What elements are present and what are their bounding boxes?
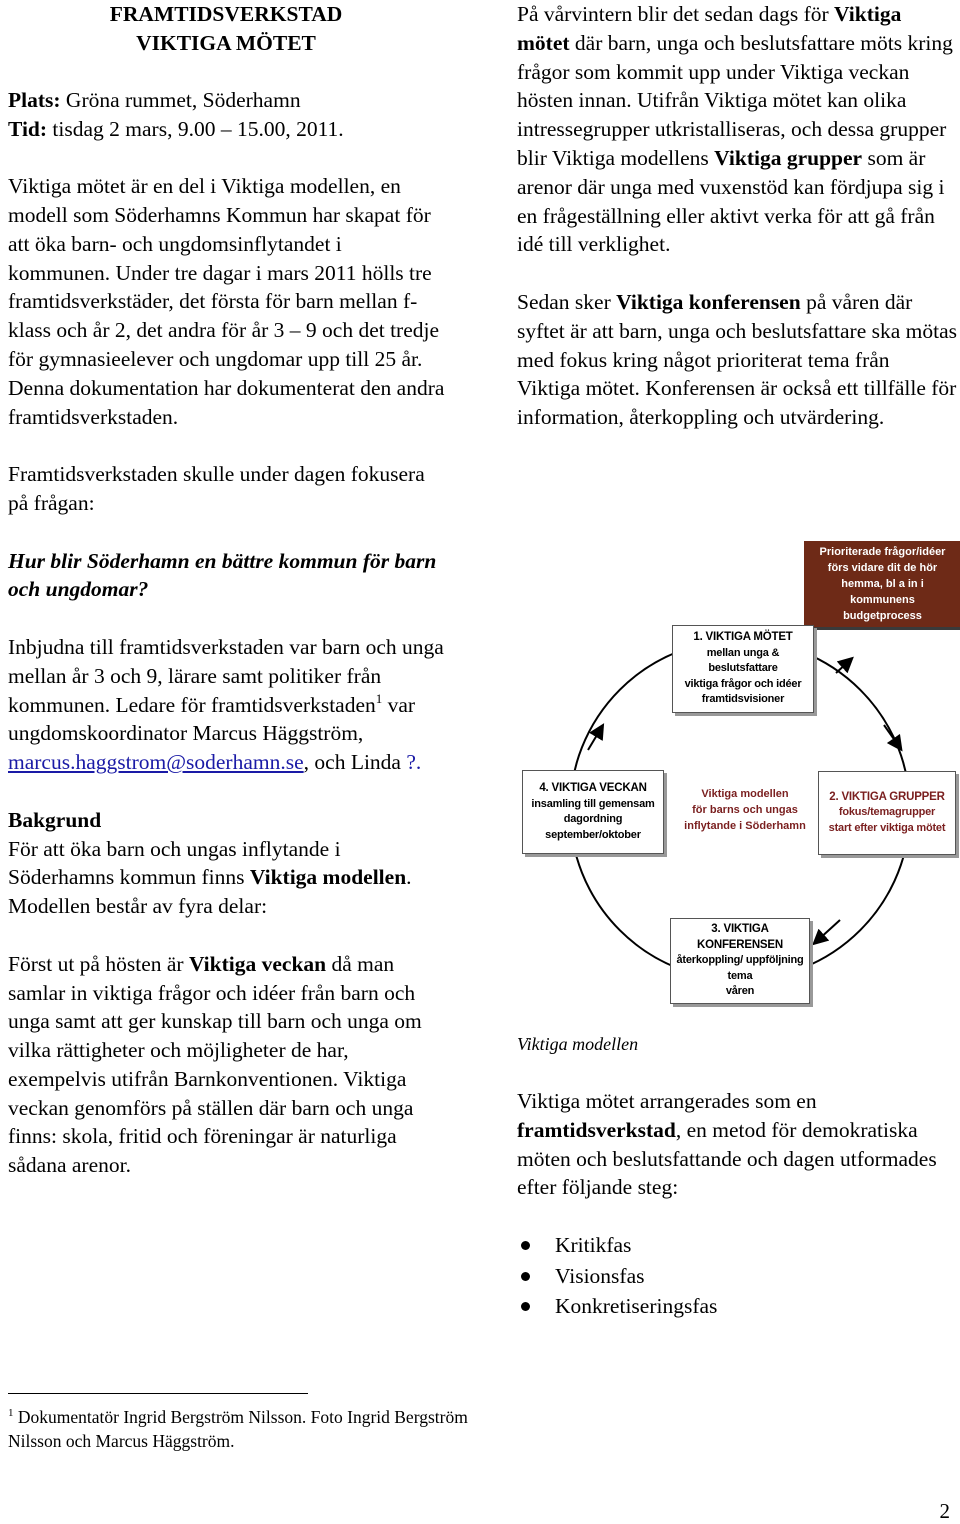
diagram-caption: Viktiga modellen (517, 1034, 639, 1054)
footnote-ref[interactable]: 1 (375, 690, 383, 706)
autumn-bold: Viktiga veckan (188, 951, 327, 976)
arrow-to-meeting (588, 730, 600, 750)
prioritized-line: hemma, bl a in i (841, 578, 924, 590)
conference-paragraph (517, 288, 957, 432)
prioritized-line: budgetprocess (843, 610, 922, 622)
invited-text-3: , och Linda (303, 750, 407, 775)
box3-line: återkoppling/ uppföljning (676, 954, 804, 967)
box-viktiga-veckan (522, 770, 664, 854)
box4-line: dagordning (563, 813, 623, 825)
list-item (517, 1261, 957, 1292)
title-line-2: VIKTIGA MÖTET (136, 30, 316, 55)
email-link[interactable]: marcus.haggstrom@soderhamn.se (8, 750, 304, 775)
footnote-divider (8, 1393, 308, 1394)
background-bold: Viktiga modellen (249, 865, 407, 890)
spring-text-2: där barn, unga och beslutsfattare möts kring frågor som kommit upp under Viktiga veckan hösten innan. Utifrån Viktiga mötet kan olika intressegrupper utkristalliseras, och dessa grupper blir Viktiga modellens (517, 30, 953, 170)
box-viktiga-grupper (818, 771, 956, 855)
diagram-center-label (680, 786, 810, 834)
box-viktiga-konferensen (670, 918, 810, 1004)
arrow-to-conference (818, 920, 840, 940)
autumn-text-2: då man samlar in viktiga frågor och idéer från barn och unga samt att ger kunskap till barn och unga om vilka rättigheter och möjligheter de har, exempelvis utifrån Barnkonventionen. Viktiga veckan genomförs på ställen där barn och unga finns: skola, fritid och föreningar är naturliga sådana arenor. (8, 951, 422, 1178)
intro-paragraph: Viktiga mötet är en del i Viktiga modellen, en modell som Söderhamns Kommun har skapat för att öka barn- och ungdomsinflytandet i kommunen. Under tre dagar i mars 2011 hölls tre framtidsverkstäder, det första för barn mellan f-klass och år 2, det andra för år 3 – 9 och det tredje för gymnasieelever och ungdomar upp till 25 år. Denna dokumentation har dokumenterat den andra framtidsverkstaden. (8, 174, 445, 429)
center-line: för barns och ungas (692, 804, 798, 816)
box1-line: mellan unga & (706, 646, 780, 659)
left-column (8, 0, 448, 1180)
box3-line: våren (725, 985, 755, 998)
focus-paragraph: Framtidsverkstaden skulle under dagen fokusera på frågan: (8, 462, 425, 515)
arrow-to-groups (884, 725, 898, 745)
box3-title: 3. VIKTIGA KONFERENSEN (697, 923, 783, 951)
step-label: Kritikfas (555, 1233, 632, 1258)
right-column-top (517, 0, 957, 432)
place-label: Plats: (8, 87, 61, 112)
background-heading-text: Bakgrund (8, 807, 102, 832)
unknown-surname: ?. (406, 750, 422, 775)
background-text-2: . Modellen består av fyra delar: (8, 865, 412, 919)
viktiga-modellen-diagram (518, 540, 960, 1008)
background-paragraph (8, 835, 448, 921)
prioritized-box (804, 541, 960, 627)
arranged-paragraph (517, 1087, 957, 1202)
box4-line: september/oktober (545, 828, 641, 841)
time-label: Tid: (8, 116, 48, 141)
spring-text-1: På vårvintern blir det sedan dags för (517, 2, 835, 26)
invited-text-2: var ungdomskoordinator Marcus Häggström, (8, 692, 416, 746)
footnote (8, 1405, 468, 1453)
box1-line: viktiga frågor och idéer (684, 677, 802, 690)
arrow-to-priority (836, 662, 848, 673)
background-text-1: För att öka barn och ungas inflytande i Söderhamns kommun finns (8, 836, 341, 890)
box2-line: start efter viktiga mötet (828, 821, 946, 834)
place-value: Gröna rummet, Söderhamn (60, 87, 301, 112)
prioritized-line: kommunens (850, 594, 915, 606)
box1-line: framtidsvisioner (701, 693, 785, 706)
box2-line: fokus/temagrupper (838, 806, 936, 819)
conf-bold: Viktiga konferensen (616, 289, 801, 314)
list-item (517, 1291, 957, 1322)
invited-text-1: Inbjudna till framtidsverkstaden var barn och unga mellan år 3 och 9, lärare samt politiker från kommunen. Ledare för framtidsverkstaden (8, 634, 444, 717)
step-label: Visionsfas (555, 1263, 645, 1288)
box1-line: beslutsfattare (708, 662, 778, 675)
arranged-text-2: , en metod för demokratiska möten och beslutsfattande och dagen utformades efter följande steg: (517, 1117, 937, 1200)
box2-title: 2. VIKTIGA GRUPPER (829, 790, 945, 803)
list-item (517, 1230, 957, 1261)
center-line: inflytande i Söderhamn (684, 820, 806, 832)
step-label: Konkretiseringsfas (555, 1294, 718, 1319)
title-line-1: FRAMTIDSVERKSTAD (109, 2, 343, 26)
conf-text-1: Sedan sker (517, 289, 617, 314)
time-value: tisdag 2 mars, 9.00 – 15.00, 2011. (47, 116, 344, 141)
center-line: Viktiga modellen (701, 788, 789, 800)
arranged-bold: framtidsverkstad (517, 1117, 676, 1142)
right-column-bottom (517, 1032, 957, 1322)
footnote-marker: 1 (8, 1407, 14, 1419)
spring-text-3: som är arenor där unga med vuxenstöd kan fördjupa sig i en frågeställning eller aktivt verka för att gå från idé till verklighet. (517, 145, 945, 257)
footnote-text: Dokumentatör Ingrid Bergström Nilsson. Foto Ingrid Bergström Nilsson och Marcus Häggström. (8, 1407, 468, 1451)
bullet-icon (521, 1241, 530, 1250)
spring-bold-2: Viktiga grupper (714, 145, 863, 170)
box1-title: 1. VIKTIGA MÖTET (693, 631, 793, 644)
bullet-icon (521, 1272, 530, 1281)
steps-list (517, 1230, 957, 1322)
invited-paragraph (8, 633, 448, 777)
box3-line: tema (727, 969, 753, 982)
autumn-text-1: Först ut på hösten är (8, 951, 189, 976)
spring-bold-1: Viktiga mötet (517, 2, 902, 55)
box-viktiga-motet (672, 625, 814, 713)
prioritized-line: förs vidare dit de hör (827, 562, 938, 574)
place-line (8, 86, 448, 115)
time-line (8, 115, 448, 144)
box4-title: 4. VIKTIGA VECKAN (539, 782, 647, 794)
arranged-text-1: Viktiga mötet arrangerades som en (517, 1089, 817, 1113)
autumn-paragraph (8, 950, 448, 1180)
conf-text-2: på våren där syftet är att barn, unga och beslutsfattare ska mötas med fokus kring något prioriterat tema från Viktiga mötet. Konferensen är också ett tillfälle för information, återkoppling och utvärdering. (517, 289, 958, 430)
box4-line: insamling till gemensam (531, 797, 655, 810)
background-heading (8, 806, 448, 835)
page-number: 2 (939, 1499, 950, 1523)
focus-question: Hur blir Söderhamn en bättre kommun för barn och ungdomar? (8, 548, 437, 602)
spring-paragraph (517, 0, 957, 259)
bullet-icon (521, 1302, 530, 1311)
prioritized-line: Prioriterade frågor/idéer (819, 546, 946, 558)
